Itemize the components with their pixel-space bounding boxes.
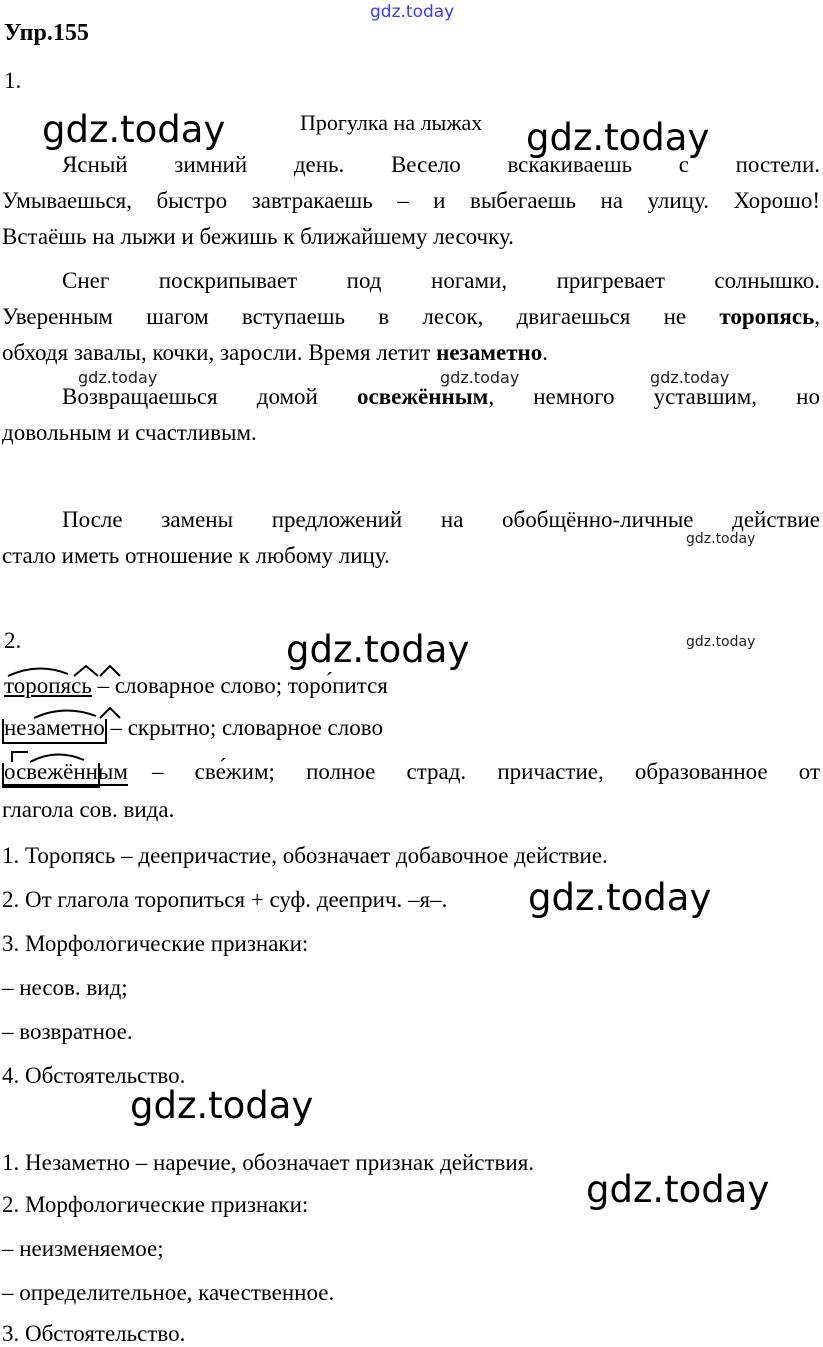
p2-line1: Снег поскрипывает под ногами, пригревает солнышко. (62, 268, 820, 293)
watermark: gdz.today (42, 108, 226, 151)
word2-stem-box (2, 719, 107, 744)
watermark: gdz.today (686, 531, 756, 547)
p3-line1-text: Возвращаешься домой (62, 384, 357, 409)
note-line2: стало иметь отношение к любому лицу. (2, 543, 390, 568)
note-line1: После замены предложений на обобщённо-личные действие (62, 507, 820, 532)
analysis1-line5: – возвратное. (2, 1019, 133, 1044)
word3-rest-line1: – све́жим; полное страд. причастие, образованное от (152, 759, 820, 784)
watermark: gdz.today (650, 368, 730, 387)
analysis1-line6: 4. Обстоятельство. (2, 1063, 186, 1088)
watermark: gdz.today (526, 116, 710, 159)
watermark: gdz.today (130, 1084, 314, 1127)
watermark: gdz.today (528, 876, 712, 919)
word1-text: торопясь (4, 673, 92, 698)
p2-line2-comma: , (814, 304, 820, 329)
p2-line3-dot: . (542, 340, 549, 365)
word3-morpheme-marks (4, 748, 154, 766)
p3-line1 (62, 384, 820, 410)
p1-line1: Ясный зимний день. Весело вскакиваешь с постели. (62, 152, 820, 177)
p2-line2-text: Уверенным шагом вступаешь в лесок, двигаешься не (2, 304, 720, 329)
watermark: gdz.today (78, 368, 158, 387)
p2-line3-text: обходя завалы, кочки, заросли. Время летит (2, 340, 437, 365)
part1-number: 1. (4, 68, 22, 93)
word2-rest: – скрытно; словарное слово (104, 715, 383, 740)
word1-rest: – словарное слово; торо́пится (91, 673, 388, 698)
watermark-top: gdz.today (370, 2, 455, 22)
analysis1-line4: – несов. вид; (2, 975, 128, 1000)
word3-stem-box (2, 763, 100, 788)
p2-line2 (2, 304, 820, 330)
analysis1-line1: 1. Торопясь – деепричастие, обозначает добавочное действие. (2, 843, 608, 868)
watermark: gdz.today (586, 1168, 770, 1211)
p1-line2: Умываешься, быстро завтракаешь – и выбегаешь на улицу. Хорошо! (2, 188, 820, 213)
analysis1-line2: 2. От глагола торопиться + суф. дееприч. –я–. (2, 887, 448, 912)
analysis1-line3: 3. Морфологические признаки: (2, 931, 309, 956)
analysis2-line3: – неизменяемое; (2, 1236, 164, 1261)
word1-morpheme-marks (4, 660, 124, 680)
p2-line3 (2, 340, 548, 366)
watermark: gdz.today (286, 628, 470, 671)
p2-bold-toropyas: торопясь (719, 304, 815, 329)
p1-line3: Встаёшь на лыжи и бежишь к ближайшему лесочку. (2, 224, 514, 249)
word2-morpheme-marks (4, 704, 134, 722)
analysis2-line2: 2. Морфологические признаки: (2, 1192, 309, 1217)
p3-line1-tail: , немного уставшим, но (488, 384, 820, 409)
p3-bold-osvezhennym: освежённым (357, 384, 489, 409)
word3-text: освежённым (4, 759, 128, 784)
part2-number: 2. (4, 628, 22, 653)
watermark: gdz.today (440, 368, 520, 387)
analysis2-line4: – определительное, качественное. (2, 1280, 335, 1305)
p2-bold-nezametno: незаметно (436, 340, 543, 365)
word2-text: незаметно (4, 715, 105, 740)
watermark: gdz.today (686, 634, 756, 650)
analysis2-line1: 1. Незаметно – наречие, обозначает признак действия. (2, 1150, 535, 1175)
analysis2-line5: 3. Обстоятельство. (2, 1321, 186, 1346)
story-title: Прогулка на лыжах (300, 110, 483, 135)
p3-line2: довольным и счастливым. (2, 420, 257, 445)
exercise-title: Упр.155 (4, 20, 89, 46)
word3-rest-line2: глагола сов. вида. (2, 797, 175, 822)
